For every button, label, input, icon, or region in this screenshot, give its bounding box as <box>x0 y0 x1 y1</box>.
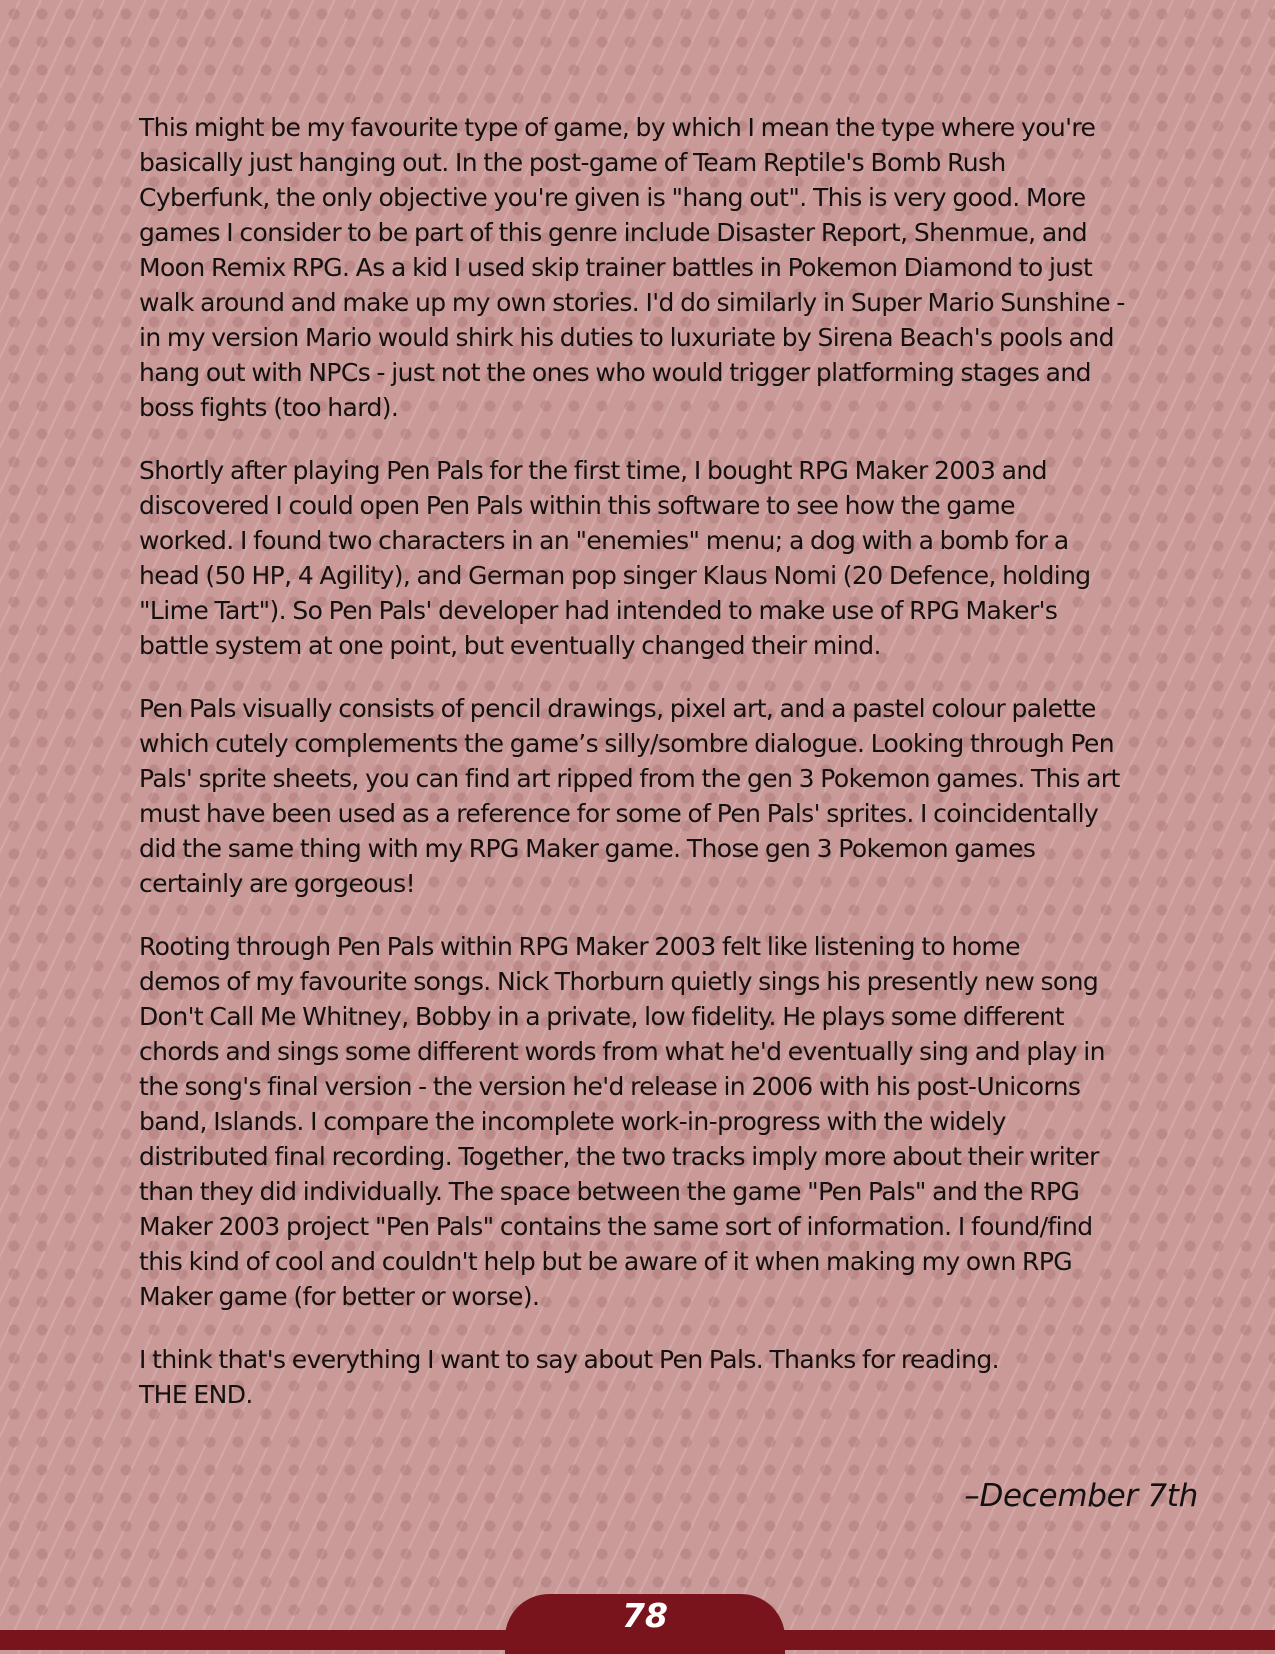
paragraph-2: Shortly after playing Pen Pals for the first time, I bought RPG Maker 2003 and discovered I could open Pen Pals within this software to see how the game worked. I found two characters in an "enemies" menu; a dog with a bomb for a head (50 HP, 4 Agility), and German pop singer Klaus Nomi (20 Defence, holding "Lime Tart"). So Pen Pals' developer had intended to make use of RPG Maker's battle system at one point, but eventually changed their mind. <box>139 456 1091 660</box>
paragraph-5: I think that's everything I want to say about Pen Pals. Thanks for reading. THE END. <box>139 1345 1000 1409</box>
date-signature: –December 7th <box>964 1478 1198 1514</box>
article-body <box>139 110 1139 1440</box>
paragraph-4: Rooting through Pen Pals within RPG Maker 2003 felt like listening to home demos of my favourite songs. Nick Thorburn quietly sings his presently new song Don't Call Me Whitney, Bobby in a private, low fidelity. He plays some different chords and sings some different words from what he'd eventually sing and play in the song's final version - the version he'd release in 2006 with his post-Unicorns band, Islands. I compare the incomplete work-in-progress with the widely distributed final recording. Together, the two tracks imply more about their writer than they did individually. The space between the game "Pen Pals" and the RPG Maker 2003 project "Pen Pals" contains the same sort of information. I found/find this kind of cool and couldn't help but be aware of it when making my own RPG Maker game (for better or worse). <box>139 932 1105 1311</box>
page-number: 78 <box>622 1596 668 1635</box>
paragraph-1: This might be my favourite type of game, by which I mean the type where you're basically just hanging out. In the post-game of Team Reptile's Bomb Rush Cyberfunk, the only objective you're given is "hang out". This is very good. More games I consider to be part of this genre include Disaster Report, Shenmue, and Moon Remix RPG. As a kid I used skip trainer battles in Pokemon Diamond to just walk around and make up my own stories. I'd do similarly in Super Mario Sunshine - in my version Mario would shirk his duties to luxuriate by Sirena Beach's pools and hang out with NPCs - just not the ones who would trigger platforming stages and boss fights (too hard). <box>139 113 1125 422</box>
paragraph-3: Pen Pals visually consists of pencil drawings, pixel art, and a pastel colour palette which cutely complements the game’s silly/sombre dialogue. Looking through Pen Pals' sprite sheets, you can find art ripped from the gen 3 Pokemon games. This art must have been used as a reference for some of Pen Pals' sprites. I coincidentally did the same thing with my RPG Maker game. Those gen 3 Pokemon games certainly are gorgeous! <box>139 694 1120 898</box>
